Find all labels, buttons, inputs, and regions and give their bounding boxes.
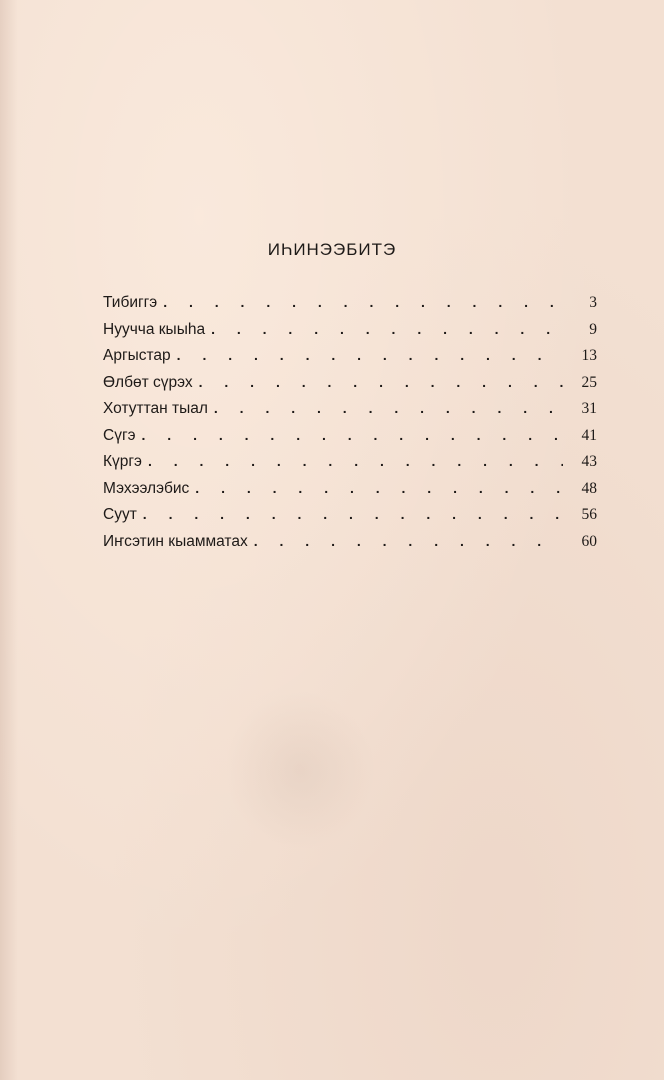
toc-entry-page: 48 [581, 479, 597, 497]
toc-entry-page: 3 [589, 294, 597, 311]
toc-entry-title: Аргыстар [103, 347, 171, 364]
dot-leader [148, 453, 563, 469]
toc-entry-page: 13 [581, 347, 597, 364]
toc-entry[interactable] [103, 480, 597, 507]
toc-entry[interactable] [103, 506, 597, 533]
dot-leader [142, 427, 563, 443]
dot-leader [199, 374, 563, 390]
toc-entry-title: Хотуттан тыал [103, 400, 208, 417]
toc-entry[interactable] [103, 347, 597, 374]
bleed-through-mark [225, 690, 375, 850]
toc-entry[interactable] [103, 453, 597, 480]
dot-leader [214, 400, 563, 416]
toc-entry[interactable] [103, 321, 597, 348]
toc-entry-title: Нуучча кыыһа [103, 320, 206, 338]
dot-leader [254, 533, 563, 549]
toc-entry-page: 43 [581, 453, 597, 470]
toc-entry[interactable] [103, 533, 597, 560]
dot-leader [195, 480, 563, 496]
toc-entry[interactable] [103, 400, 597, 427]
toc-entry[interactable] [103, 374, 597, 401]
toc-entry-title: Мэхээлэбис [103, 479, 190, 497]
dot-leader [163, 294, 563, 310]
toc-entry-title: Иҥсэтин кыамматах [103, 532, 248, 550]
toc-list [103, 294, 597, 559]
toc-entry-title: Күргэ [103, 453, 142, 470]
toc-heading: ИҺИНЭЭБИТЭ [267, 240, 397, 259]
toc-entry[interactable] [103, 427, 597, 454]
page-edge-shadow [0, 0, 18, 1080]
toc-entry[interactable] [103, 294, 597, 321]
toc-entry-page: 25 [581, 373, 597, 391]
toc-entry-title: Тибиггэ [103, 294, 158, 311]
dot-leader [177, 347, 563, 363]
toc-entry-page: 41 [581, 426, 597, 444]
toc-entry-page: 31 [581, 400, 597, 417]
dot-leader [143, 506, 563, 522]
toc-entry-page: 60 [581, 532, 597, 550]
toc-entry-title: Сүгэ [103, 426, 136, 444]
toc-entry-page: 56 [581, 506, 597, 523]
toc-entry-title: Суут [103, 506, 137, 523]
toc-entry-title: Өлбөт сүрэх [103, 373, 193, 391]
toc-entry-page: 9 [589, 320, 597, 338]
dot-leader [211, 321, 563, 337]
